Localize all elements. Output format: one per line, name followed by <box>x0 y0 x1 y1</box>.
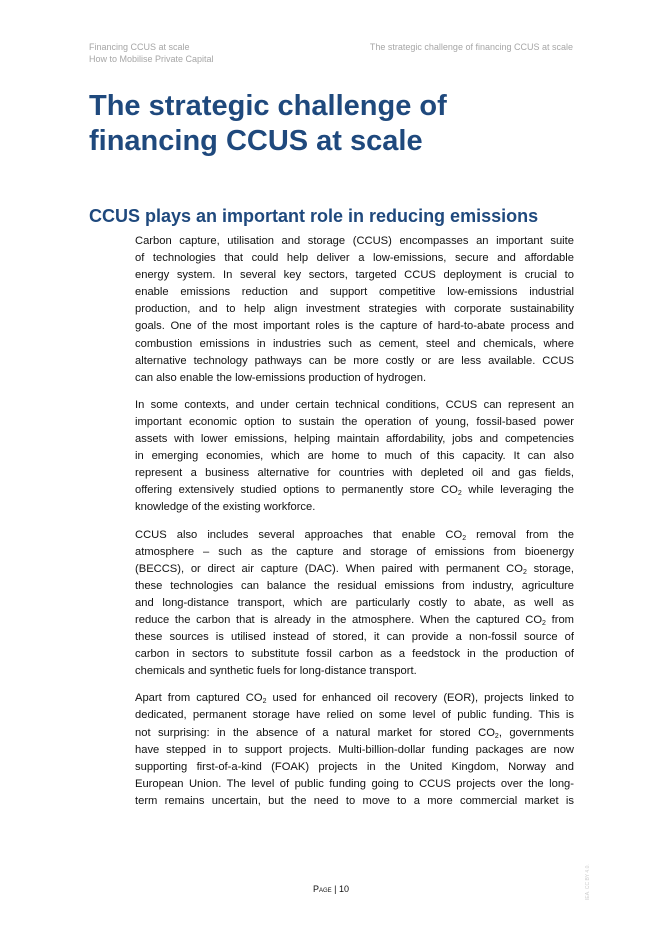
subscript: 2 <box>457 490 462 498</box>
text-line: knowledge of the existing workforce. <box>135 501 316 514</box>
text-line: production, and to help align investment strategies with corporate sustainability <box>135 303 574 316</box>
text-run: reduce the carbon that is already in the atmosphere. When the captured CO <box>135 613 543 626</box>
text-line: represent a business alternative for countries with depleted oil and gas fields, <box>135 467 574 480</box>
subscript: 2 <box>262 698 267 706</box>
text-line <box>135 690 574 707</box>
page-separator: | <box>331 884 339 894</box>
subscript: 2 <box>494 732 499 740</box>
report-subtitle: How to Mobilise Private Capital <box>89 54 214 64</box>
text-line: carbon in sectors to substitute fossil carbon as a feedstock in the production of <box>135 648 574 661</box>
license-watermark: IEA. CC BY 4.0. <box>585 864 591 900</box>
subscript: 2 <box>522 568 527 576</box>
page-title-line-1: The strategic challenge of <box>89 90 447 122</box>
section-heading: CCUS plays an important role in reducing emissions <box>89 206 539 226</box>
text-line: of technologies that could help deliver a low-emissions, secure and affordable <box>135 252 574 265</box>
text-line: in emerging economies, which are home to much of this capacity. It can also <box>135 450 574 463</box>
report-title: Financing CCUS at scale <box>89 42 190 52</box>
text-line: important economic option to sustain the operation of young, fossil-based power <box>135 415 574 428</box>
text-line: can also enable the low-emissions production of hydrogen. <box>135 371 427 384</box>
paragraph-3 <box>135 527 574 681</box>
text-run: (BECCS), or direct air capture (DAC). When paired with permanent CO <box>135 562 523 575</box>
text-line: dedicated, permanent storage have relied on some level of public funding. This is <box>135 709 574 722</box>
page-label: Page <box>312 884 332 894</box>
text-run: offering extensively studied options to permanently store CO <box>135 484 458 497</box>
running-header-right: The strategic challenge of financing CCUS at scale <box>369 42 573 52</box>
body-text <box>135 233 574 820</box>
text-line <box>135 612 574 629</box>
text-run: while leveraging the <box>461 484 574 497</box>
text-line: term remains uncertain, but the need to move to a more commercial market is <box>135 794 574 807</box>
text-line <box>135 725 574 742</box>
page-title <box>89 89 579 159</box>
page-number <box>0 884 662 894</box>
text-run: Apart from captured CO <box>135 692 263 705</box>
paragraph-2 <box>135 397 574 517</box>
page-number-value: 10 <box>339 884 350 894</box>
text-line: these technologies can balance the residual emissions from industry, agriculture <box>135 579 574 592</box>
page-title-line-2: financing CCUS at scale <box>89 125 423 157</box>
text-line: combustion emissions in industries such as cement, steel and chemicals, where <box>135 337 574 350</box>
text-line: enable emissions reduction and support competitive low-emissions industrial <box>135 286 574 299</box>
text-line: Carbon capture, utilisation and storage (CCUS) encompasses an important suite <box>135 235 574 247</box>
text-line <box>135 561 574 578</box>
text-line: goals. One of the most important roles is the capture of hard-to-abate process and <box>135 320 574 333</box>
text-line <box>135 482 574 499</box>
text-line: In some contexts, and under certain technical conditions, CCUS can represent an <box>135 398 574 411</box>
text-line: and long-distance transport, which are particularly costly to abate, as well as <box>135 596 574 609</box>
text-line: energy system. In several key sectors, targeted CCUS deployment is crucial to <box>135 269 574 282</box>
text-run: not surprising: in the absence of a natural market for stored CO <box>135 726 495 739</box>
text-line: these sources is utilised instead of stored, it can provide a non-fossil source of <box>135 631 574 644</box>
text-run: removal from the <box>466 528 574 541</box>
subscript: 2 <box>542 619 546 627</box>
text-run: , governments <box>498 726 575 739</box>
text-line: have stepped in to support projects. Multi-billion-dollar funding packages are now <box>135 743 574 756</box>
text-run: storage, <box>526 562 574 575</box>
text-run: CCUS also includes several approaches that enable CO <box>135 528 463 541</box>
text-line: supporting first-of-a-kind (FOAK) projects in the United Kingdom, Norway and <box>135 760 574 773</box>
text-line: alternative technology pathways can be more costly or are less available. CCUS <box>135 354 574 367</box>
text-line: chemicals and synthetic fuels for long-distance transport. <box>135 665 417 678</box>
text-run: used for enhanced oil recovery (EOR), projects linked to <box>266 692 574 705</box>
text-run: from <box>545 613 575 626</box>
text-line: assets with lower emissions, helping maintain affordability, jobs and competencies <box>135 433 574 446</box>
paragraph-1 <box>135 233 574 387</box>
text-line: European Union. The level of public funding going to CCUS projects over the long- <box>135 777 574 790</box>
paragraph-4 <box>135 690 574 810</box>
subscript: 2 <box>462 534 467 542</box>
running-header-left <box>89 41 214 65</box>
text-line <box>135 527 574 544</box>
text-line: atmosphere – such as the capture and storage of emissions from bioenergy <box>135 545 574 558</box>
